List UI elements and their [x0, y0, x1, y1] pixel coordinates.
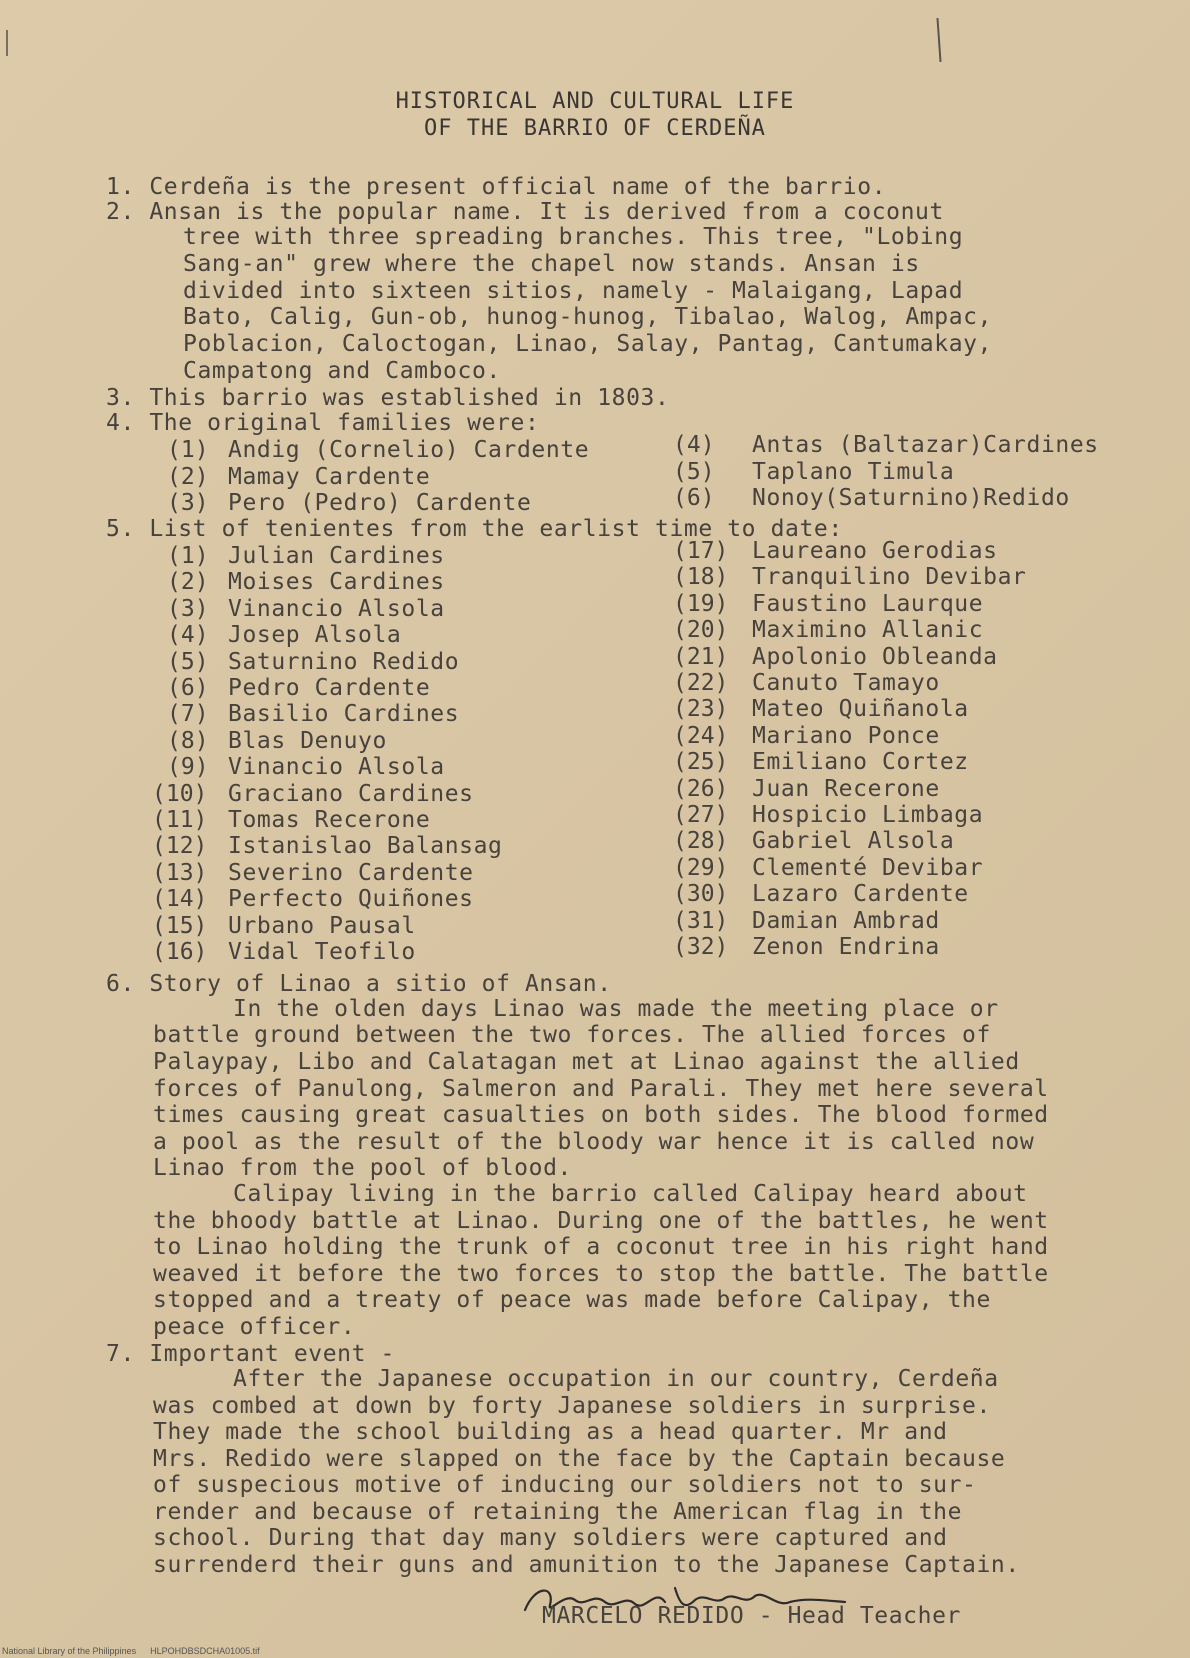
teniente-number: (1) [167, 543, 209, 569]
section-5-heading: 5. List of tenientes from the earlist time to date: [106, 516, 843, 542]
teniente-name: Blas Denuyo [228, 727, 387, 754]
stray-mark [6, 30, 8, 56]
teniente-name: Juan Recerone [752, 775, 940, 802]
teniente-name: Maximino Allanic [752, 617, 984, 644]
teniente-number: (8) [167, 727, 209, 754]
section-2-line: divided into sixteen sitios, namely - Malaigang, Lapad [183, 278, 964, 304]
teniente-name: Tranquilino Devibar [752, 564, 1027, 591]
teniente-name: Gabriel Alsola [752, 828, 955, 855]
teniente-number: (13) [152, 859, 208, 886]
footer-library: National Library of the Philippines [2, 1646, 137, 1656]
teniente-number: (16) [152, 939, 208, 965]
section-6-line: forces of Panulong, Salmeron and Parali. They met here several [153, 1076, 1049, 1102]
family-name: Antas (Baltazar)Cardines [752, 432, 1099, 458]
teniente-number: (22) [673, 670, 729, 696]
teniente-number: (27) [673, 802, 729, 828]
family-name: Taplano Timula [752, 459, 955, 485]
teniente-number: (23) [673, 696, 729, 723]
section-1: 1. Cerdeña is the present official name of the barrio. [106, 174, 887, 200]
teniente-number: (31) [673, 907, 729, 934]
teniente-name: Graciano Cardines [228, 780, 474, 807]
teniente-name: Mariano Ponce [752, 722, 940, 749]
section-7-line: Mrs. Redido were slapped on the face by the Captain because [153, 1446, 1006, 1472]
teniente-number: (30) [673, 881, 729, 908]
teniente-name: Clementé Devibar [752, 854, 984, 881]
teniente-name: Canuto Tamayo [752, 670, 940, 696]
section-2-line: Sang-an" grew where the chapel now stands. Ansan is [183, 251, 920, 277]
teniente-number: (17) [673, 538, 729, 564]
section-6-line: weaved it before the two forces to stop the battle. The battle [153, 1261, 1049, 1287]
teniente-name: Damian Ambrad [752, 907, 940, 934]
teniente-name: Moises Cardines [228, 569, 445, 596]
teniente-number: (18) [673, 564, 729, 591]
teniente-name: Istanislao Balansag [228, 833, 503, 860]
section-7-line: school. During that day many soldiers were captured and [153, 1525, 948, 1551]
teniente-number: (32) [673, 934, 729, 960]
teniente-number: (14) [152, 886, 208, 913]
teniente-number: (6) [167, 675, 209, 701]
teniente-number: (11) [152, 807, 208, 833]
teniente-name: Vidal Teofilo [228, 939, 416, 965]
family-number: (5) [673, 459, 715, 485]
teniente-name: Emiliano Cortez [752, 749, 969, 776]
family-number: (1) [167, 437, 209, 463]
section-2-line: Bato, Calig, Gun-ob, hunog-hunog, Tibalao, Walog, Ampac, [183, 304, 993, 330]
teniente-name: Julian Cardines [228, 543, 445, 569]
teniente-name: Josep Alsola [228, 622, 402, 649]
teniente-name: Tomas Recerone [228, 807, 431, 833]
section-2-line: tree with three spreading branches. This tree, "Lobing [183, 224, 964, 250]
teniente-number: (10) [152, 780, 208, 807]
section-6-line: In the olden days Linao was made the meeting place or [233, 996, 999, 1022]
section-6-line: Linao from the pool of blood. [153, 1155, 572, 1181]
family-name: Mamay Cardente [228, 464, 431, 490]
section-6-line: stopped and a treaty of peace was made before Calipay, the [153, 1287, 991, 1313]
teniente-name: Vinancio Alsola [228, 595, 445, 622]
section-6-line: times causing great casualties on both sides. The blood formed [153, 1102, 1049, 1128]
teniente-number: (24) [673, 722, 729, 749]
document-title-line-2: OF THE BARRIO OF CERDEÑA [424, 116, 766, 141]
teniente-number: (26) [673, 775, 729, 802]
scan-footer [2, 1646, 260, 1656]
signature-name: MARCELO REDIDO - Head Teacher [542, 1603, 961, 1629]
stray-mark [936, 18, 941, 62]
section-6-line: to Linao holding the trunk of a coconut tree in his right hand [153, 1234, 1049, 1260]
teniente-number: (5) [167, 648, 209, 675]
section-6-heading: 6. Story of Linao a sitio of Ansan. [106, 971, 612, 997]
teniente-number: (25) [673, 749, 729, 776]
teniente-number: (20) [673, 617, 729, 644]
section-6-line: the bhoody battle at Linao. During one of the battles, he went [153, 1208, 1049, 1234]
family-number: (2) [167, 464, 209, 490]
family-number: (3) [167, 490, 209, 516]
teniente-name: Severino Cardente [228, 859, 474, 886]
teniente-name: Mateo Quiñanola [752, 696, 969, 723]
section-7-line: After the Japanese occupation in our country, Cerdeña [233, 1366, 999, 1392]
section-3: 3. This barrio was established in 1803. [106, 385, 670, 411]
family-name: Andig (Cornelio) Cardente [228, 437, 590, 463]
teniente-number: (3) [167, 595, 209, 622]
teniente-name: Saturnino Redido [228, 648, 460, 675]
section-6-line: battle ground between the two forces. The allied forces of [153, 1022, 991, 1048]
section-6-line: Calipay living in the barrio called Calipay heard about [233, 1181, 1028, 1207]
teniente-name: Urbano Pausal [228, 912, 416, 939]
teniente-name: Basilio Cardines [228, 701, 460, 728]
family-number: (4) [673, 432, 715, 458]
teniente-number: (21) [673, 643, 729, 670]
family-name: Nonoy(Saturnino)Redido [752, 485, 1070, 511]
section-2-line: 2. Ansan is the popular name. It is derived from a coconut [106, 199, 944, 225]
section-2-line: Campatong and Camboco. [183, 358, 501, 384]
teniente-number: (29) [673, 854, 729, 881]
section-7-line: surrenderd their guns and amunition to the Japanese Captain. [153, 1552, 1020, 1578]
teniente-number: (7) [167, 701, 209, 728]
section-6-line: a pool as the result of the bloody war hence it is called now [153, 1129, 1035, 1155]
teniente-number: (2) [167, 569, 209, 596]
teniente-name: Laureano Gerodias [752, 538, 998, 564]
teniente-number: (15) [152, 912, 208, 939]
teniente-number: (28) [673, 828, 729, 855]
teniente-name: Faustino Laurque [752, 590, 984, 617]
teniente-name: Apolonio Obleanda [752, 643, 998, 670]
family-number: (6) [673, 485, 715, 511]
teniente-name: Lazaro Cardente [752, 881, 969, 908]
section-7-heading: 7. Important event - [106, 1341, 395, 1367]
section-6-line: Palaypay, Libo and Calatagan met at Linao against the allied [153, 1049, 1020, 1075]
teniente-name: Hospicio Limbaga [752, 802, 984, 828]
teniente-number: (9) [167, 754, 209, 781]
footer-filename: HLPOHDBSDCHA01005.tif [150, 1646, 260, 1656]
section-7-line: was combed at down by forty Japanese soldiers in surprise. [153, 1393, 991, 1419]
teniente-name: Vinancio Alsola [228, 754, 445, 781]
teniente-number: (4) [167, 622, 209, 649]
teniente-number: (12) [152, 833, 208, 860]
teniente-number: (19) [673, 590, 729, 617]
section-6-line: peace officer. [153, 1314, 356, 1340]
teniente-name: Pedro Cardente [228, 675, 431, 701]
section-4-heading: 4. The original families were: [106, 410, 540, 436]
teniente-name: Perfecto Quiñones [228, 886, 474, 913]
family-name: Pero (Pedro) Cardente [228, 490, 532, 516]
section-2-line: Poblacion, Caloctogan, Linao, Salay, Pantag, Cantumakay, [183, 331, 993, 357]
section-7-line: of suspecious motive of inducing our soldiers not to sur- [153, 1472, 977, 1498]
teniente-name: Zenon Endrina [752, 934, 940, 960]
document-title-line-1: HISTORICAL AND CULTURAL LIFE [395, 89, 795, 114]
section-7-line: They made the school building as a head quarter. Mr and [153, 1419, 948, 1445]
section-7-line: render and because of retaining the American flag in the [153, 1499, 963, 1525]
